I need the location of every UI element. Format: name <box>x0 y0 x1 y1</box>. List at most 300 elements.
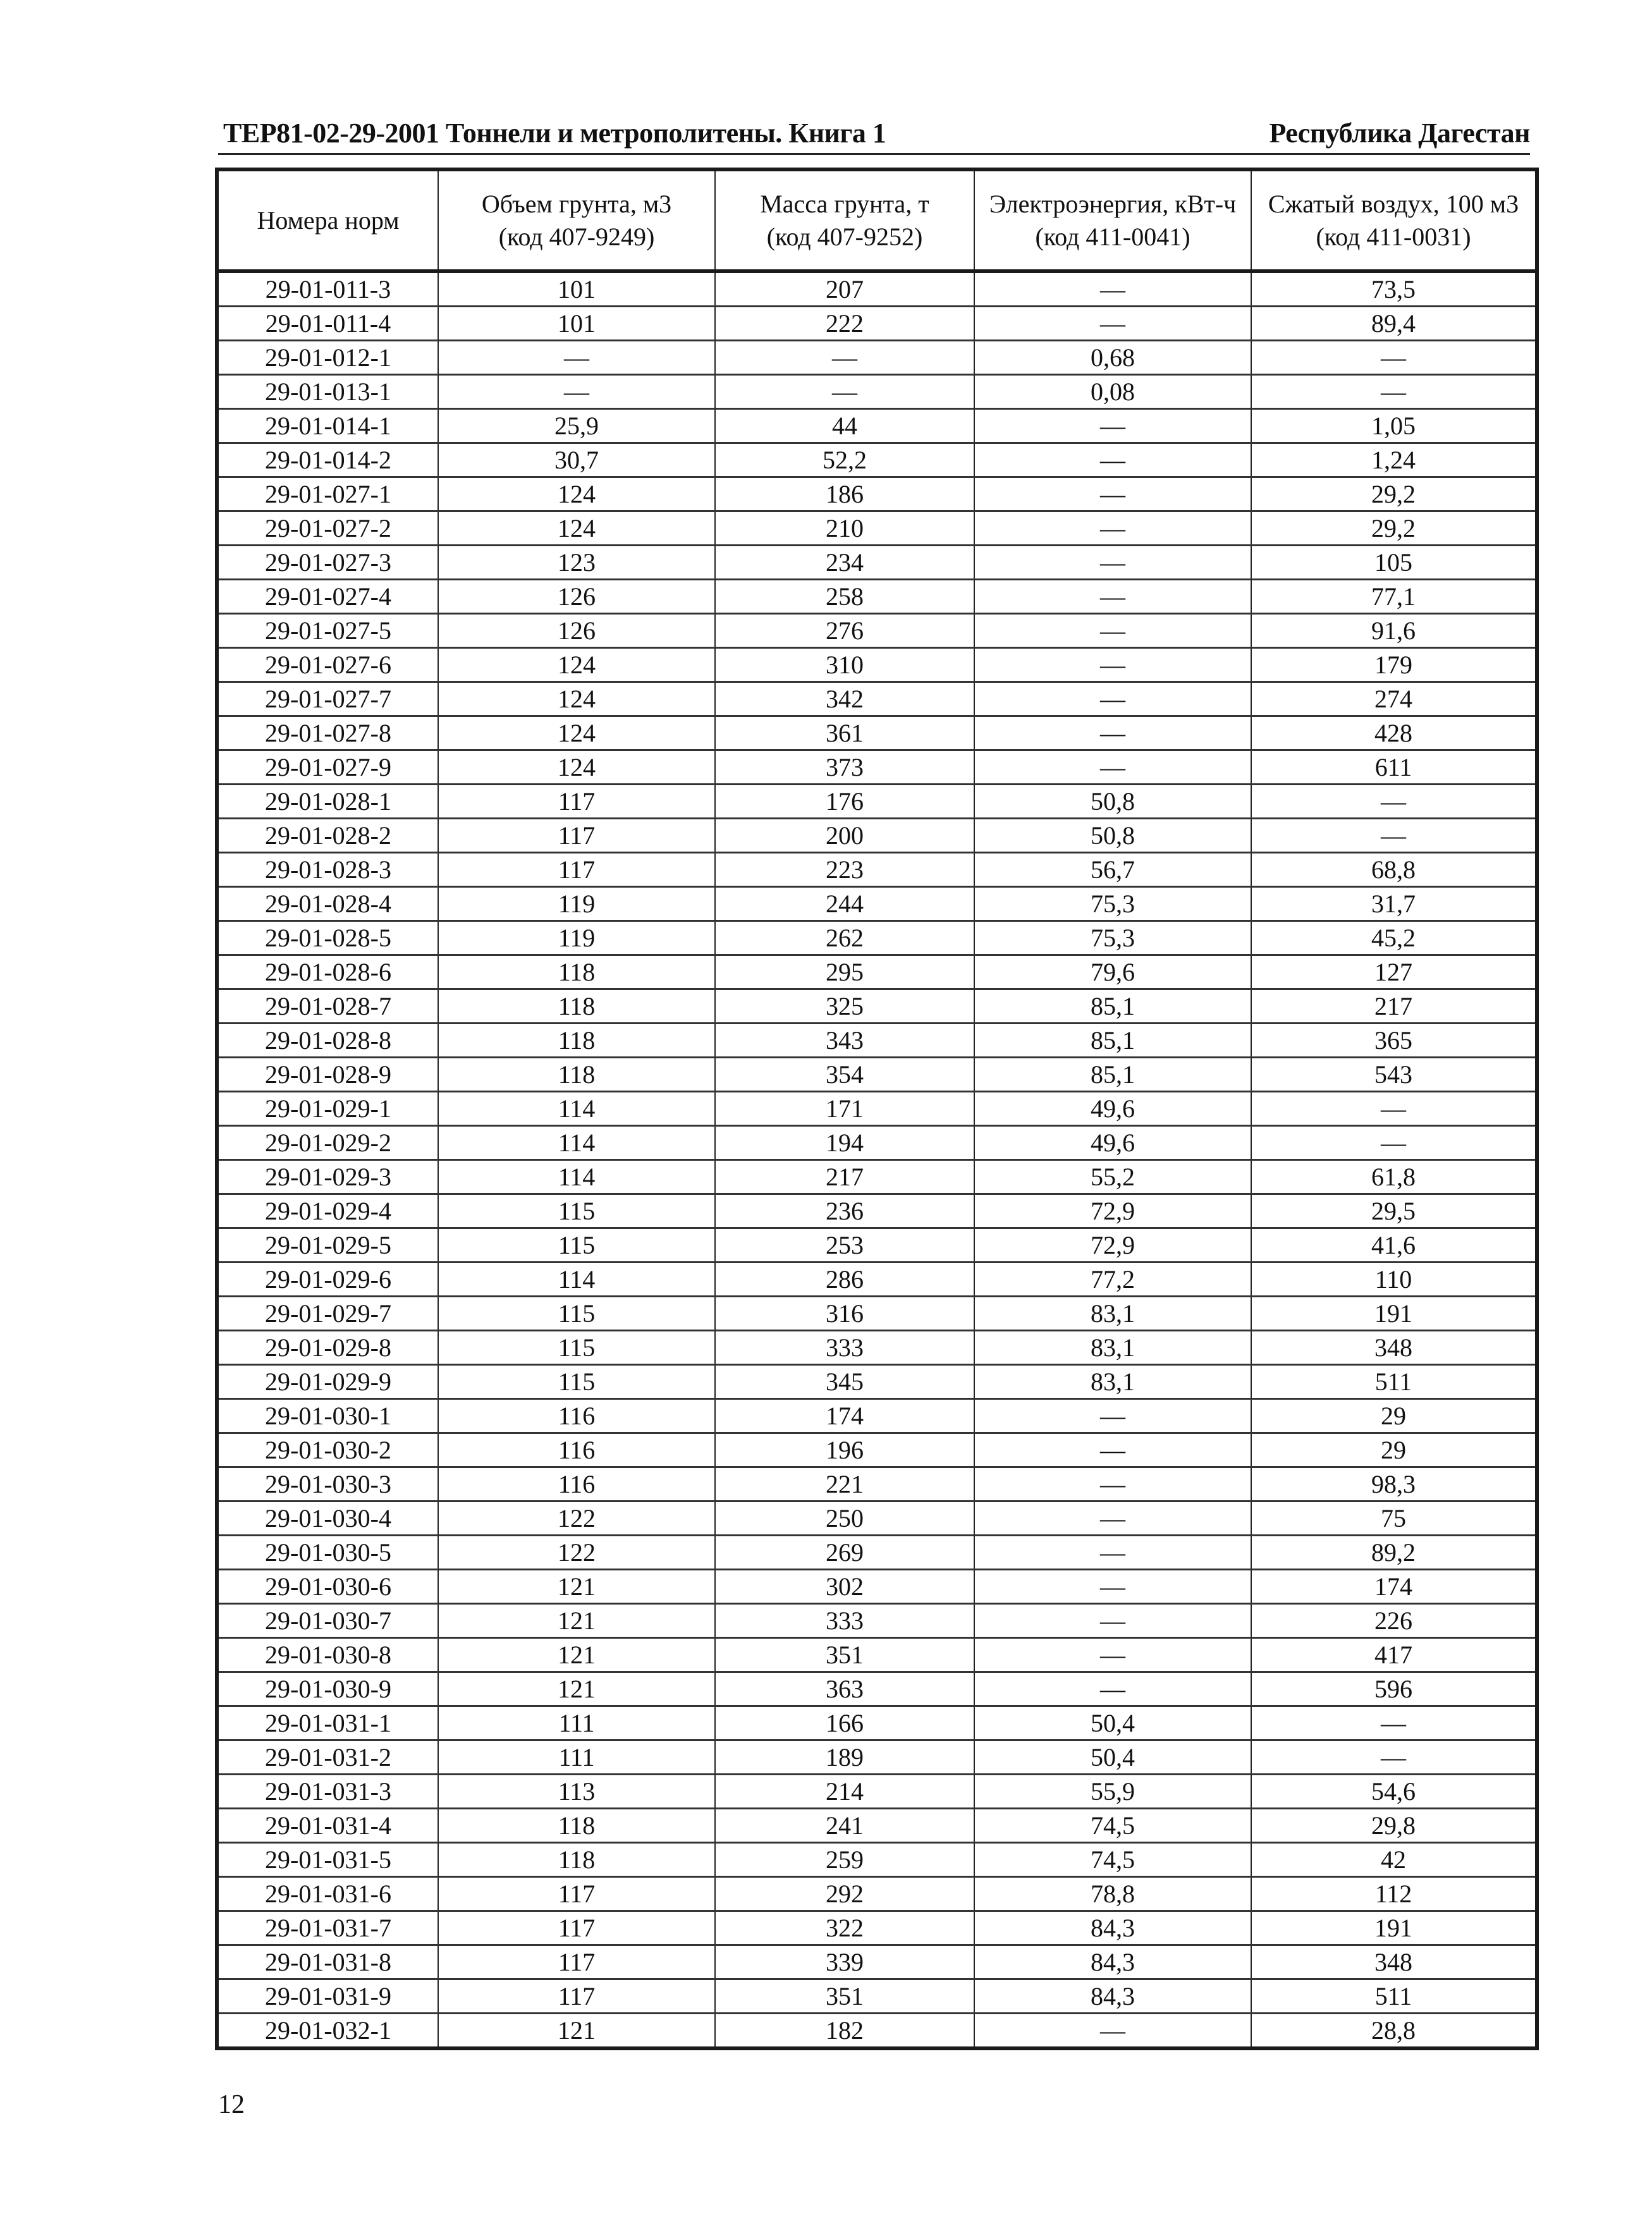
page-header <box>218 113 1530 155</box>
norm-number-cell: 29-01-030-2 <box>217 1433 438 1467</box>
compressed-air-cell: 54,6 <box>1251 1775 1537 1809</box>
electricity-cell: 84,3 <box>974 1979 1251 2014</box>
table-row <box>217 1058 1537 1092</box>
soil-volume-cell: 117 <box>438 1911 715 1945</box>
table-row <box>217 1331 1537 1365</box>
soil-volume-cell: 118 <box>438 1843 715 1877</box>
soil-mass-cell: 166 <box>715 1706 974 1740</box>
table-row <box>217 341 1537 375</box>
electricity-cell: — <box>974 716 1251 750</box>
column-header-line: Объем грунта, м3 <box>481 189 672 218</box>
soil-volume-cell: 124 <box>438 682 715 716</box>
electricity-cell: 50,4 <box>974 1706 1251 1740</box>
compressed-air-cell: 110 <box>1251 1263 1537 1297</box>
soil-mass-cell: 244 <box>715 887 974 921</box>
compressed-air-cell: — <box>1251 1092 1537 1126</box>
compressed-air-cell: — <box>1251 1126 1537 1160</box>
electricity-cell: 49,6 <box>974 1126 1251 1160</box>
soil-mass-cell: 250 <box>715 1501 974 1536</box>
soil-mass-cell: 351 <box>715 1979 974 2014</box>
soil-volume-cell: 114 <box>438 1126 715 1160</box>
norm-number-cell: 29-01-011-3 <box>217 271 438 307</box>
table-row <box>217 1092 1537 1126</box>
norm-number-cell: 29-01-031-5 <box>217 1843 438 1877</box>
soil-mass-cell: 333 <box>715 1604 974 1638</box>
table-row <box>217 853 1537 887</box>
compressed-air-cell: 127 <box>1251 955 1537 989</box>
compressed-air-cell: — <box>1251 375 1537 409</box>
compressed-air-cell: 348 <box>1251 1331 1537 1365</box>
table-row <box>217 1570 1537 1604</box>
electricity-cell: 0,08 <box>974 375 1251 409</box>
soil-volume-cell: 114 <box>438 1263 715 1297</box>
compressed-air-cell: 41,6 <box>1251 1228 1537 1263</box>
soil-volume-cell: 118 <box>438 1809 715 1843</box>
norm-number-cell: 29-01-029-8 <box>217 1331 438 1365</box>
norm-number-cell: 29-01-029-6 <box>217 1263 438 1297</box>
electricity-cell: 79,6 <box>974 955 1251 989</box>
electricity-cell: — <box>974 1604 1251 1638</box>
norm-number-cell: 29-01-028-8 <box>217 1024 438 1058</box>
table-row <box>217 955 1537 989</box>
table-row <box>217 546 1537 580</box>
soil-volume-cell: 115 <box>438 1228 715 1263</box>
norm-number-cell: 29-01-030-6 <box>217 1570 438 1604</box>
soil-volume-cell: 117 <box>438 785 715 819</box>
compressed-air-cell: — <box>1251 819 1537 853</box>
soil-volume-cell: 119 <box>438 887 715 921</box>
electricity-cell: — <box>974 580 1251 614</box>
compressed-air-cell: 428 <box>1251 716 1537 750</box>
table-row <box>217 716 1537 750</box>
table-row <box>217 511 1537 546</box>
soil-mass-cell: 189 <box>715 1740 974 1775</box>
electricity-cell: 84,3 <box>974 1911 1251 1945</box>
electricity-cell: 72,9 <box>974 1228 1251 1263</box>
table-row <box>217 1809 1537 1843</box>
norm-number-cell: 29-01-029-3 <box>217 1160 438 1194</box>
column-header-electricity <box>974 169 1251 271</box>
compressed-air-cell: 191 <box>1251 1297 1537 1331</box>
electricity-cell: 55,2 <box>974 1160 1251 1194</box>
soil-mass-cell: 221 <box>715 1467 974 1501</box>
table-row <box>217 1638 1537 1672</box>
column-header-code: (код 407-9249) <box>498 222 655 251</box>
soil-mass-cell: — <box>715 341 974 375</box>
table-row <box>217 1126 1537 1160</box>
electricity-cell: — <box>974 750 1251 785</box>
compressed-air-cell: 73,5 <box>1251 271 1537 307</box>
electricity-cell: — <box>974 1433 1251 1467</box>
column-header-compressed-air <box>1251 169 1537 271</box>
soil-mass-cell: 200 <box>715 819 974 853</box>
table-row <box>217 1467 1537 1501</box>
table-row <box>217 409 1537 443</box>
electricity-cell: 75,3 <box>974 887 1251 921</box>
soil-volume-cell: — <box>438 375 715 409</box>
compressed-air-cell: 217 <box>1251 989 1537 1024</box>
table-row <box>217 614 1537 648</box>
soil-mass-cell: 222 <box>715 307 974 341</box>
compressed-air-cell: 68,8 <box>1251 853 1537 887</box>
table-row <box>217 477 1537 511</box>
compressed-air-cell: 1,05 <box>1251 409 1537 443</box>
norm-number-cell: 29-01-027-7 <box>217 682 438 716</box>
electricity-cell: 50,4 <box>974 1740 1251 1775</box>
electricity-cell: — <box>974 1501 1251 1536</box>
soil-volume-cell: 124 <box>438 716 715 750</box>
soil-mass-cell: 176 <box>715 785 974 819</box>
soil-volume-cell: 117 <box>438 819 715 853</box>
soil-mass-cell: 262 <box>715 921 974 955</box>
soil-mass-cell: 44 <box>715 409 974 443</box>
soil-mass-cell: 354 <box>715 1058 974 1092</box>
electricity-cell: — <box>974 307 1251 341</box>
table-row <box>217 1877 1537 1911</box>
soil-mass-cell: 292 <box>715 1877 974 1911</box>
compressed-air-cell: — <box>1251 1740 1537 1775</box>
compressed-air-cell: 29,2 <box>1251 511 1537 546</box>
column-header-line: Электроэнергия, кВт-ч <box>989 189 1237 218</box>
soil-mass-cell: 269 <box>715 1536 974 1570</box>
electricity-cell: — <box>974 443 1251 477</box>
soil-volume-cell: 114 <box>438 1092 715 1126</box>
norm-number-cell: 29-01-029-9 <box>217 1365 438 1399</box>
norm-number-cell: 29-01-030-8 <box>217 1638 438 1672</box>
table-row <box>217 1775 1537 1809</box>
norm-number-cell: 29-01-030-7 <box>217 1604 438 1638</box>
table-row <box>217 1194 1537 1228</box>
table-row <box>217 1263 1537 1297</box>
electricity-cell: 0,68 <box>974 341 1251 375</box>
soil-volume-cell: 121 <box>438 1604 715 1638</box>
soil-mass-cell: 302 <box>715 1570 974 1604</box>
norm-number-cell: 29-01-028-4 <box>217 887 438 921</box>
compressed-air-cell: — <box>1251 1706 1537 1740</box>
column-header-soil-volume <box>438 169 715 271</box>
soil-mass-cell: 236 <box>715 1194 974 1228</box>
table-row <box>217 1399 1537 1433</box>
compressed-air-cell: 77,1 <box>1251 580 1537 614</box>
soil-mass-cell: 253 <box>715 1228 974 1263</box>
soil-mass-cell: 210 <box>715 511 974 546</box>
compressed-air-cell: — <box>1251 785 1537 819</box>
soil-mass-cell: 276 <box>715 614 974 648</box>
soil-mass-cell: 316 <box>715 1297 974 1331</box>
table-row <box>217 1843 1537 1877</box>
soil-mass-cell: 310 <box>715 648 974 682</box>
compressed-air-cell: 29,5 <box>1251 1194 1537 1228</box>
column-header-code: (код 411-0031) <box>1316 222 1471 251</box>
norm-number-cell: 29-01-027-1 <box>217 477 438 511</box>
electricity-cell: — <box>974 409 1251 443</box>
compressed-air-cell: 42 <box>1251 1843 1537 1877</box>
compressed-air-cell: — <box>1251 341 1537 375</box>
norm-number-cell: 29-01-029-2 <box>217 1126 438 1160</box>
soil-mass-cell: 363 <box>715 1672 974 1706</box>
table-row <box>217 750 1537 785</box>
electricity-cell: — <box>974 271 1251 307</box>
soil-mass-cell: 361 <box>715 716 974 750</box>
norm-number-cell: 29-01-027-4 <box>217 580 438 614</box>
compressed-air-cell: 596 <box>1251 1672 1537 1706</box>
norm-number-cell: 29-01-030-1 <box>217 1399 438 1433</box>
norm-number-cell: 29-01-028-6 <box>217 955 438 989</box>
soil-volume-cell: 118 <box>438 955 715 989</box>
soil-mass-cell: 351 <box>715 1638 974 1672</box>
electricity-cell: 84,3 <box>974 1945 1251 1979</box>
soil-mass-cell: 234 <box>715 546 974 580</box>
soil-mass-cell: 182 <box>715 2014 974 2049</box>
norm-number-cell: 29-01-029-4 <box>217 1194 438 1228</box>
table-row <box>217 307 1537 341</box>
norm-number-cell: 29-01-031-1 <box>217 1706 438 1740</box>
compressed-air-cell: 417 <box>1251 1638 1537 1672</box>
soil-volume-cell: 126 <box>438 614 715 648</box>
compressed-air-cell: 511 <box>1251 1365 1537 1399</box>
table-row <box>217 1160 1537 1194</box>
table-row <box>217 1024 1537 1058</box>
electricity-cell: — <box>974 1399 1251 1433</box>
norm-number-cell: 29-01-027-3 <box>217 546 438 580</box>
soil-volume-cell: 121 <box>438 1638 715 1672</box>
electricity-cell: 50,8 <box>974 819 1251 853</box>
column-header-norm-number <box>217 169 438 271</box>
soil-volume-cell: 117 <box>438 1979 715 2014</box>
norm-number-cell: 29-01-032-1 <box>217 2014 438 2049</box>
electricity-cell: — <box>974 546 1251 580</box>
compressed-air-cell: 174 <box>1251 1570 1537 1604</box>
electricity-cell: 72,9 <box>974 1194 1251 1228</box>
electricity-cell: 77,2 <box>974 1263 1251 1297</box>
soil-volume-cell: 115 <box>438 1194 715 1228</box>
norms-table-container <box>215 168 1535 2050</box>
norm-number-cell: 29-01-027-9 <box>217 750 438 785</box>
norm-number-cell: 29-01-031-3 <box>217 1775 438 1809</box>
compressed-air-cell: 29 <box>1251 1399 1537 1433</box>
soil-volume-cell: 124 <box>438 750 715 785</box>
electricity-cell: 49,6 <box>974 1092 1251 1126</box>
soil-volume-cell: 114 <box>438 1160 715 1194</box>
page-number: 12 <box>218 2090 245 2119</box>
compressed-air-cell: 348 <box>1251 1945 1537 1979</box>
norm-number-cell: 29-01-011-4 <box>217 307 438 341</box>
soil-mass-cell: 373 <box>715 750 974 785</box>
column-header-line: Масса грунта, т <box>760 189 929 218</box>
column-header-line: Сжатый воздух, 100 м3 <box>1268 189 1519 218</box>
compressed-air-cell: 226 <box>1251 1604 1537 1638</box>
norm-number-cell: 29-01-028-3 <box>217 853 438 887</box>
soil-mass-cell: 223 <box>715 853 974 887</box>
compressed-air-cell: 28,8 <box>1251 2014 1537 2049</box>
column-header-soil-mass <box>715 169 974 271</box>
soil-mass-cell: 345 <box>715 1365 974 1399</box>
norm-number-cell: 29-01-028-9 <box>217 1058 438 1092</box>
norm-number-cell: 29-01-029-1 <box>217 1092 438 1126</box>
norm-number-cell: 29-01-029-7 <box>217 1297 438 1331</box>
compressed-air-cell: 29 <box>1251 1433 1537 1467</box>
soil-volume-cell: 121 <box>438 2014 715 2049</box>
electricity-cell: — <box>974 1467 1251 1501</box>
compressed-air-cell: 61,8 <box>1251 1160 1537 1194</box>
electricity-cell: 78,8 <box>974 1877 1251 1911</box>
compressed-air-cell: 191 <box>1251 1911 1537 1945</box>
compressed-air-cell: 365 <box>1251 1024 1537 1058</box>
compressed-air-cell: 105 <box>1251 546 1537 580</box>
norm-number-cell: 29-01-012-1 <box>217 341 438 375</box>
electricity-cell: — <box>974 2014 1251 2049</box>
table-row <box>217 1228 1537 1263</box>
soil-volume-cell: 119 <box>438 921 715 955</box>
compressed-air-cell: 89,4 <box>1251 307 1537 341</box>
table-row <box>217 580 1537 614</box>
column-header-line: Номера норм <box>257 205 400 235</box>
soil-volume-cell: 116 <box>438 1433 715 1467</box>
soil-mass-cell: 258 <box>715 580 974 614</box>
compressed-air-cell: 45,2 <box>1251 921 1537 955</box>
soil-mass-cell: 241 <box>715 1809 974 1843</box>
norm-number-cell: 29-01-030-4 <box>217 1501 438 1536</box>
soil-volume-cell: — <box>438 341 715 375</box>
electricity-cell: 85,1 <box>974 1058 1251 1092</box>
electricity-cell: — <box>974 511 1251 546</box>
electricity-cell: 55,9 <box>974 1775 1251 1809</box>
soil-mass-cell: 214 <box>715 1775 974 1809</box>
soil-mass-cell: 52,2 <box>715 443 974 477</box>
compressed-air-cell: 89,2 <box>1251 1536 1537 1570</box>
soil-volume-cell: 124 <box>438 648 715 682</box>
compressed-air-cell: 611 <box>1251 750 1537 785</box>
table-body <box>217 271 1537 2048</box>
electricity-cell: 75,3 <box>974 921 1251 955</box>
norm-number-cell: 29-01-014-1 <box>217 409 438 443</box>
table-header-row <box>217 169 1537 271</box>
compressed-air-cell: 543 <box>1251 1058 1537 1092</box>
soil-mass-cell: 286 <box>715 1263 974 1297</box>
norm-number-cell: 29-01-028-1 <box>217 785 438 819</box>
table-row <box>217 271 1537 307</box>
electricity-cell: — <box>974 1638 1251 1672</box>
soil-mass-cell: 322 <box>715 1911 974 1945</box>
soil-volume-cell: 117 <box>438 853 715 887</box>
table-row <box>217 1604 1537 1638</box>
table-row <box>217 1945 1537 1979</box>
table-row <box>217 989 1537 1024</box>
electricity-cell: — <box>974 648 1251 682</box>
document-title: ТЕР81-02-29-2001 Тоннели и метрополитены. Книга 1 <box>223 118 886 149</box>
compressed-air-cell: 1,24 <box>1251 443 1537 477</box>
table-row <box>217 1433 1537 1467</box>
soil-mass-cell: 196 <box>715 1433 974 1467</box>
compressed-air-cell: 511 <box>1251 1979 1537 2014</box>
electricity-cell: — <box>974 1570 1251 1604</box>
electricity-cell: 85,1 <box>974 989 1251 1024</box>
soil-volume-cell: 111 <box>438 1706 715 1740</box>
soil-volume-cell: 25,9 <box>438 409 715 443</box>
region-name: Республика Дагестан <box>1269 118 1530 149</box>
norm-number-cell: 29-01-031-8 <box>217 1945 438 1979</box>
norm-number-cell: 29-01-030-9 <box>217 1672 438 1706</box>
soil-mass-cell: 325 <box>715 989 974 1024</box>
norm-number-cell: 29-01-027-6 <box>217 648 438 682</box>
soil-volume-cell: 122 <box>438 1536 715 1570</box>
norm-number-cell: 29-01-028-7 <box>217 989 438 1024</box>
norm-number-cell: 29-01-027-2 <box>217 511 438 546</box>
table-row <box>217 1536 1537 1570</box>
electricity-cell: 83,1 <box>974 1331 1251 1365</box>
table-row <box>217 375 1537 409</box>
norm-number-cell: 29-01-014-2 <box>217 443 438 477</box>
table-row <box>217 887 1537 921</box>
column-header-code: (код 411-0041) <box>1035 222 1190 251</box>
norm-number-cell: 29-01-027-5 <box>217 614 438 648</box>
table-row <box>217 1979 1537 2014</box>
compressed-air-cell: 75 <box>1251 1501 1537 1536</box>
table-row <box>217 1672 1537 1706</box>
compressed-air-cell: 29,2 <box>1251 477 1537 511</box>
norm-number-cell: 29-01-031-2 <box>217 1740 438 1775</box>
norm-number-cell: 29-01-028-5 <box>217 921 438 955</box>
compressed-air-cell: 179 <box>1251 648 1537 682</box>
table-row <box>217 1365 1537 1399</box>
electricity-cell: — <box>974 1672 1251 1706</box>
soil-volume-cell: 101 <box>438 307 715 341</box>
soil-mass-cell: 343 <box>715 1024 974 1058</box>
table-row <box>217 1297 1537 1331</box>
electricity-cell: 85,1 <box>974 1024 1251 1058</box>
soil-volume-cell: 116 <box>438 1399 715 1433</box>
soil-volume-cell: 117 <box>438 1945 715 1979</box>
soil-mass-cell: — <box>715 375 974 409</box>
soil-volume-cell: 124 <box>438 477 715 511</box>
electricity-cell: 50,8 <box>974 785 1251 819</box>
electricity-cell: — <box>974 477 1251 511</box>
soil-volume-cell: 118 <box>438 1024 715 1058</box>
norm-number-cell: 29-01-013-1 <box>217 375 438 409</box>
soil-mass-cell: 342 <box>715 682 974 716</box>
norms-table <box>215 168 1539 2050</box>
table-header <box>217 169 1537 271</box>
norm-number-cell: 29-01-027-8 <box>217 716 438 750</box>
soil-volume-cell: 121 <box>438 1570 715 1604</box>
table-row <box>217 921 1537 955</box>
soil-volume-cell: 118 <box>438 1058 715 1092</box>
electricity-cell: 74,5 <box>974 1843 1251 1877</box>
compressed-air-cell: 29,8 <box>1251 1809 1537 1843</box>
norm-number-cell: 29-01-031-6 <box>217 1877 438 1911</box>
soil-mass-cell: 217 <box>715 1160 974 1194</box>
soil-mass-cell: 295 <box>715 955 974 989</box>
electricity-cell: 83,1 <box>974 1365 1251 1399</box>
electricity-cell: — <box>974 1536 1251 1570</box>
norm-number-cell: 29-01-028-2 <box>217 819 438 853</box>
norm-number-cell: 29-01-031-9 <box>217 1979 438 2014</box>
soil-mass-cell: 186 <box>715 477 974 511</box>
soil-mass-cell: 259 <box>715 1843 974 1877</box>
soil-volume-cell: 124 <box>438 511 715 546</box>
soil-mass-cell: 333 <box>715 1331 974 1365</box>
compressed-air-cell: 91,6 <box>1251 614 1537 648</box>
soil-volume-cell: 118 <box>438 989 715 1024</box>
soil-mass-cell: 339 <box>715 1945 974 1979</box>
norm-number-cell: 29-01-029-5 <box>217 1228 438 1263</box>
table-row <box>217 682 1537 716</box>
table-row <box>217 819 1537 853</box>
compressed-air-cell: 274 <box>1251 682 1537 716</box>
norm-number-cell: 29-01-030-3 <box>217 1467 438 1501</box>
soil-volume-cell: 115 <box>438 1297 715 1331</box>
electricity-cell: 74,5 <box>974 1809 1251 1843</box>
